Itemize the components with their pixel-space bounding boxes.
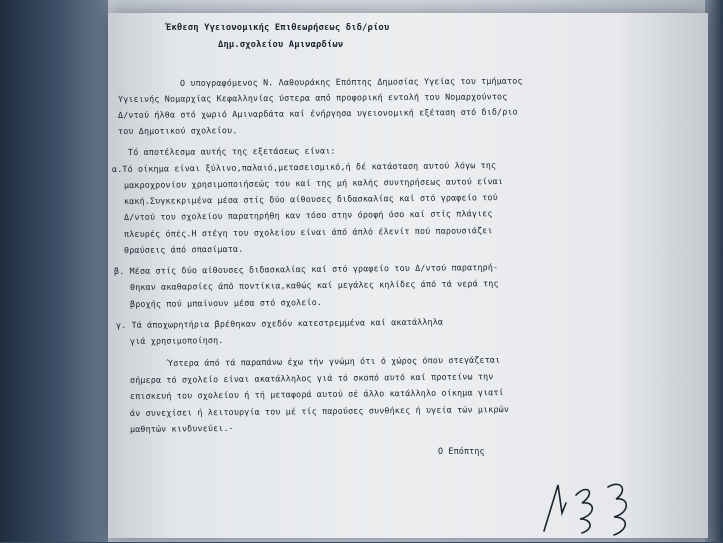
body-line: γιά χρησιμοποίηση. xyxy=(129,335,224,346)
body-line: Δ/ντού ήλθα στό χωριό Αμιναρδάτα καί ένήργησα υγειονομική εξέταση στό διδ/ριο xyxy=(117,106,518,120)
body-line: α.Τό οίκημα είναι ξύλινο,παλαιό,μετασεισμικό,ή δέ κατάσταση αυτού λόγω της xyxy=(111,159,497,174)
body-line: Δ/ντού του σχολείου παρατηρήθη καν τόσο στην όροφή όσο καί στίς πλάγιες xyxy=(123,208,493,222)
typed-document xyxy=(108,13,708,538)
signoff-label: Ο Επόπτης xyxy=(438,446,485,456)
body-line: του Δημοτικού σχολείου. xyxy=(117,125,238,136)
body-line: πλευρές όπές.Η στέγη του σχολείου είναι άπό άπλό έλενίτ πού παρουσιάζει xyxy=(123,225,493,239)
body-line: σήμερα τό σχολείο είναι ακατάλληλος γιά τό σκοπό αυτό καί προτείνω την xyxy=(129,371,494,385)
body-line: βροχής πού μπαίνουν μέσα στό σχολείο. xyxy=(129,296,323,309)
body-line: μακροχρονίου χρησιμοποιήσεώς του καί της μή καλής συντηρήσεως αυτού είναι xyxy=(123,176,504,190)
body-line: άν συνεχίσει ή λειτουργία του μέ τίς παρούσες συνθήκες ή υγεία τών μικρών xyxy=(129,404,510,418)
body-line: β. Μέσα στίς δύο αίθουσες διδασκαλίας καί στό γραφείο του Δ/ντού παρατηρή- xyxy=(113,261,499,276)
body-line: μαθητών κινδυνεύει.- xyxy=(129,422,234,434)
document-subtitle: Δημ.σχολείου Αμιναρδίων xyxy=(218,40,344,50)
handwritten-signature xyxy=(536,473,646,543)
body-line: Ύστερα άπό τά παραπάνω έχω τήν γνώμη ότι ό χώρος όπου στεγάζεται xyxy=(167,354,501,368)
body-line: θηκαν ακαθαρσίες άπό ποντίκια,καθώς καί μεγάλες κηλίδες άπό τά νερά της xyxy=(129,278,499,292)
document-title: Έκθεση Υγειονομικής Επιθεωρήσεως διδ/ρίου xyxy=(166,23,390,33)
body-line: κακή.Συγκεκριμένα μέσα στίς δύο αίθουσες διδασκαλίας καί στό γραφείο τού xyxy=(123,192,498,206)
left-shadow xyxy=(0,0,108,542)
body-line: Υγιεινής Νομαρχίας Κεφαλληνίας ύστερα από προφορική εντολή του Νομαρχούντος xyxy=(117,91,508,104)
body-line: επισκευή του σχολείου ή τή μεταφορά αυτού σέ άλλο κατάλληλο οίκημα γιατί xyxy=(129,387,504,401)
body-line: θραύσεις άπό σπασίματα. xyxy=(123,243,244,255)
body-line: Ο υπογραφόμενος Ν. Λαθουράκης Επόπτης Δημοσίας Υγείας του τμήματος xyxy=(179,75,523,88)
body-line: Τό αποτέλεσμα αυτής της εξετάσεως είναι: xyxy=(127,145,336,157)
body-line: γ. Τά άποχωρητήρια βρέθηκαν σχεδόν κατεστρεμμένα καί ακατάλληλα xyxy=(115,316,444,330)
